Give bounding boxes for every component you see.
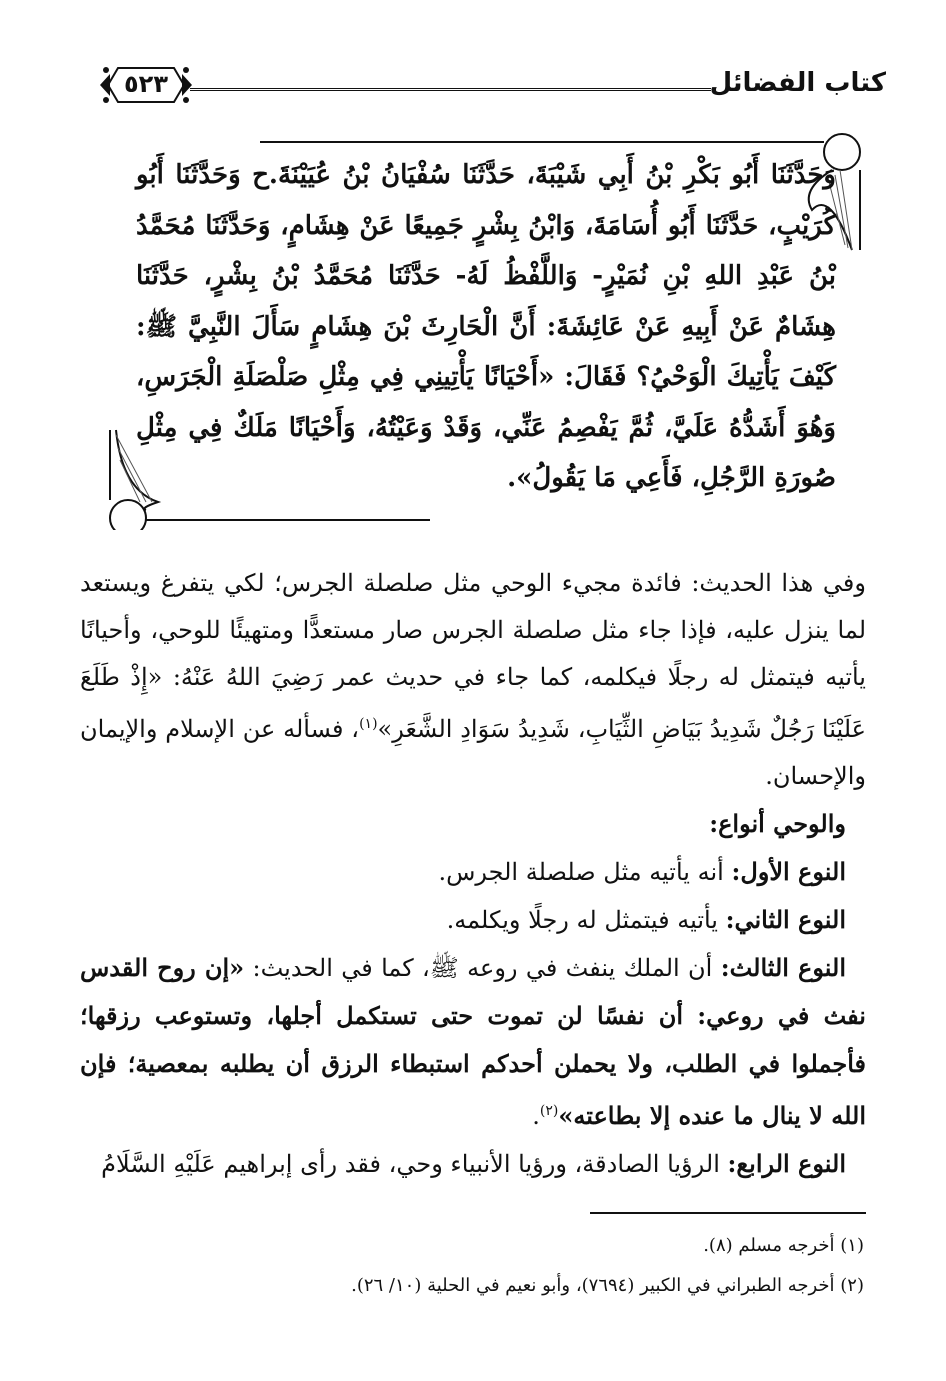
hadith-text: وَحَدَّثَنَا أَبُو بَكْرِ بْنُ أَبِي شَيْبَةَ، حَدَّثَنَا سُفْيَانُ بْنُ عُيَيْنَةَ.ح وَحَدَّثَنَا أَبُو كُرَيْبٍ، حَدَّثَنَا أَبُو أُسَامَةَ، وَابْنُ بِشْرٍ جَمِيعًا عَنْ هِشَامٍ، وَحَدَّثَنَا مُحَمَّدُ بْنُ عَبْدِ اللهِ بْنِ نُمَيْرٍ- وَاللَّفْظُ لَهُ- حَدَّثَنَا مُحَمَّدُ بْنُ بِشْرٍ، حَدَّثَنَا هِشَامٌ عَنْ أَبِيهِ عَنْ عَائِشَةَ: أَنَّ الْحَارِثَ بْنَ هِشَامٍ سَأَلَ النَّبِيَّ ﷺ: كَيْفَ يَأْتِيكَ الْوَحْيُ؟ فَقَالَ: «أَحْيَانًا يَأْتِينِي فِي مِثْلِ صَلْصَلَةِ الْجَرَسِ، وَهُوَ أَشَدُّهُ عَلَيَّ، ثُمَّ يَفْصِمُ عَنِّي، وَقَدْ وَعَيْتُهُ، وَأَحْيَانًا مَلَكٌ فِي مِثْلِ صُورَةِ الرَّجُلِ، فَأَعِي مَا يَقُولُ». xyxy=(136,160,836,493)
page-number: ٥٢٣ xyxy=(124,70,168,98)
header-rule xyxy=(190,88,711,94)
type-2 xyxy=(80,896,866,944)
type-4-label: النوع الرابع: xyxy=(727,1149,846,1178)
footnote-ref-1: (١) xyxy=(359,716,378,732)
type-1-text: أنه يأتيه مثل صلصلة الجرس. xyxy=(438,858,732,886)
type-2-text: يأتيه فيتمثل له رجلًا ويكلمه. xyxy=(446,906,726,934)
type-3-quote: «إن روح القدس نفث في روعي: أن نفسًا لن تموت حتى تستكمل أجلها، وتستوعب رزقها؛ فأجملوا في الطلب، ولا يحملن أحدكم استبطاء الرزق أن يطلبه بمعصية؛ فإن الله لا ينال ما عنده إلا بطاعته» xyxy=(80,953,866,1130)
footnotes xyxy=(351,1226,864,1306)
footnote-ref-2: (٢) xyxy=(539,1103,559,1119)
commentary-paragraph: وفي هذا الحديث: فائدة مجيء الوحي مثل صلصلة الجرس؛ لكي يتفرغ ويستعد لما ينزل عليه، فإذا جاء مثل صلصلة الجرس صار مستعدًّا ومتهيئًا للوحي، وأحيانًا يأتيه فيتمثل له رجلًا فيكلمه، كما جاء في حديث عمر رَضِيَ اللهُ عَنْهُ: «إِذْ طَلَعَ عَلَيْنَا رَجُلٌ شَدِيدُ بَيَاضِ الثِّيَابِ، شَدِيدُ سَوَادِ الشَّعَرِ» xyxy=(80,569,866,743)
type-3-text: أن الملك ينفث في روعه ﷺ، كما في الحديث: xyxy=(244,954,721,982)
commentary-paragraph-end: ، فسأله عن الإسلام والإيمان والإحسان. xyxy=(80,715,866,790)
commentary xyxy=(80,560,866,1188)
type-4-text: الرؤيا الصادقة، ورؤيا الأنبياء وحي، فقد رأى إبراهيم عَلَيْهِ السَّلَامُ xyxy=(101,1150,728,1178)
type-4 xyxy=(80,1140,866,1188)
page-number-badge xyxy=(98,58,194,112)
type-1 xyxy=(80,848,866,896)
footnote-2: (٢) أخرجه الطبراني في الكبير (٧٦٩٤)، وأبو نعيم في الحلية (١٠/ ٢٦). xyxy=(351,1275,864,1296)
type-3 xyxy=(80,944,866,1140)
page-header xyxy=(98,58,886,108)
type-3-label: النوع الثالث: xyxy=(720,953,846,982)
type-3-end: . xyxy=(532,1102,540,1130)
type-1-label: النوع الأول: xyxy=(731,857,846,886)
footnote-1: (١) أخرجه مسلم (٨). xyxy=(703,1235,864,1256)
running-title: كتاب الفضائل xyxy=(709,68,886,98)
footnote-rule xyxy=(590,1212,866,1214)
type-2-label: النوع الثاني: xyxy=(725,905,846,934)
types-heading: والوحي أنواع: xyxy=(709,809,846,838)
